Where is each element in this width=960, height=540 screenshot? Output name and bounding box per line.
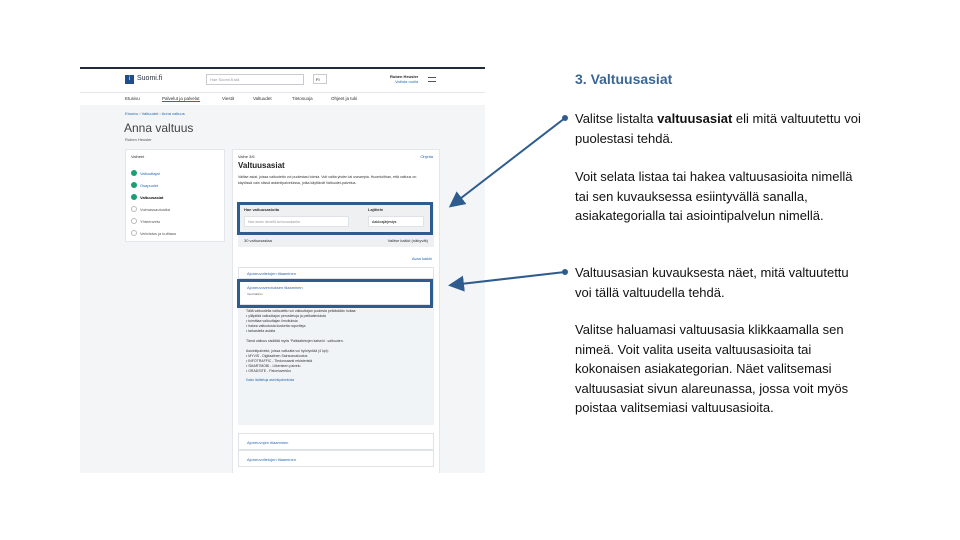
steps-title: Vaiheet: [131, 154, 145, 159]
breadcrumb[interactable]: Etusivu › Valtuudet › Anna valtuus: [125, 111, 185, 116]
site-search-input[interactable]: Hae Suomi.fi:stä: [206, 74, 304, 85]
open-all-link[interactable]: Avaa kaikki: [411, 256, 432, 261]
step-label: Valtuusasiat: [140, 194, 164, 200]
user-name: Ruben Heusler: [390, 74, 419, 79]
slide-paragraph: Valitse listalta valtuusasiat eli mitä valtuutettu voi puolestasi tehdä.: [575, 111, 861, 146]
page-subtitle: Ruben Heusler: [125, 137, 152, 142]
services-title: Asiointipalvelut, joissa valtuutta voi hyödyntää (4 kpl):: [246, 349, 329, 353]
arrow-dot: [562, 269, 568, 275]
select-all-checkbox[interactable]: Valitse kaikki (näkyvät): [387, 238, 428, 243]
page-title: Anna valtuus: [124, 121, 194, 135]
step-label: Voimassaoloaika: [140, 206, 171, 212]
search-label: Hae valtuusasioita: [244, 207, 280, 212]
logo-text: Suomi.fi: [137, 75, 163, 82]
section-title: Valtuusasiat: [238, 161, 285, 170]
item-label: Ajoneuvojen tilaaminen: [247, 440, 289, 445]
desc-bullet: • ylläpitää valtuuttajan perustietoja ja pelikatiedoista: [246, 314, 326, 318]
item-sub: Verohallinto: [247, 292, 263, 296]
nav-item[interactable]: Tietosuoja: [292, 96, 313, 101]
nav-item[interactable]: Ohjeet ja tuki: [331, 96, 358, 101]
arrow-dot: [562, 115, 568, 121]
step-label: Osapuolet: [140, 182, 159, 188]
nav-item[interactable]: Palvelut ja palvelut: [162, 96, 200, 101]
arrow-to-item: [452, 272, 565, 285]
language-select[interactable]: FI: [313, 74, 327, 84]
item-label: Ajoneuvotietojen tilaaminen: [247, 271, 296, 276]
sort-label: Lajittele: [368, 207, 384, 212]
arrow-to-search: [452, 118, 565, 205]
item-label: Ajoneuvotietojen tilaaminen: [247, 457, 296, 462]
logo-icon: i: [125, 75, 134, 84]
note-text: Tämä valtuus sisältää myös 'Palkkatietojen katselu' -valtuuden.: [246, 339, 344, 343]
intro-text: Valitse asiat, joissa valtuutettu voi puolestasi toimia. Voit valita yhden tai useampia. Huomioithan, että valtuus on käytössä vain niissä asiointipalveluissa, jotka käyttävät Valtuudet-palvelua.: [238, 175, 417, 185]
service-item: • MYVIS - Digitaalinen Sairausvakuutus: [246, 354, 308, 358]
nav-item[interactable]: Viestit: [222, 96, 235, 101]
step-label: Vaihe 3/6: [238, 154, 255, 159]
slide-heading: 3. Valtuusasiat: [575, 71, 673, 87]
nav-item[interactable]: Etusivu: [125, 96, 140, 101]
step-label: Yhteenveto: [140, 218, 161, 224]
switch-role-link[interactable]: Vaihda roolia: [395, 79, 419, 84]
desc-text: Tällä valtuudella valtuutettu voi valtuuttajan puolesta pelkästään hoitaa:: [246, 309, 357, 313]
help-link[interactable]: Ohjeita: [420, 154, 433, 159]
desc-bullet: • toimittaa valtuuttajan ilmoituksia: [246, 319, 298, 323]
step-label: Vahvistus ja kuittaus: [140, 230, 177, 236]
nav-item[interactable]: Valtuudet: [253, 96, 272, 101]
slide-paragraph: Valtuusasian kuvauksesta näet, mitä valtuutettu voi tällä valtuudella tehdä.: [575, 265, 849, 300]
slide-paragraph: Voit selata listaa tai hakea valtuusasioita nimellä tai sen kuvauksessa esiintyvällä sanalla, asiakategorialla tai asiointipalvelun nimellä.: [575, 169, 853, 223]
step-label: Valtuuttajat: [140, 170, 160, 176]
desc-bullet: • hakea valtuutusta kosketta raportteja: [246, 324, 306, 328]
more-info-link[interactable]: Katso lisätietoja asiointipalveluista: [246, 378, 295, 382]
service-item: • GRADSITE - Palveluverkko: [246, 369, 291, 373]
item-label: Ajoneuvoverotuksen tilaaminen: [247, 285, 303, 290]
service-item: • SMARTMOBI - Liikenteen palvelu: [246, 364, 301, 368]
result-count: 30 valtuusasiaa: [244, 238, 272, 243]
desc-bullet: • tarkastella asioita: [246, 329, 276, 333]
slide-paragraph: Valitse haluamasi valtuusasia klikkaamalla sen nimeä. Voit valita useita valtuusasioita tai kokonaisen asiakategorian. Näet valitsemasi valtuusasiat sivun alareunassa, jossa voit myös poistaa valitsemiasi valtuusasioita.: [575, 322, 849, 415]
service-item: • INFOTRAFFIC - Tiedonsaanti rekisteristä: [246, 359, 313, 363]
search-input[interactable]: Hae asian nimellä tai kuvauksella: [244, 216, 349, 227]
sort-select[interactable]: Aakkosjärjestys: [368, 216, 424, 227]
